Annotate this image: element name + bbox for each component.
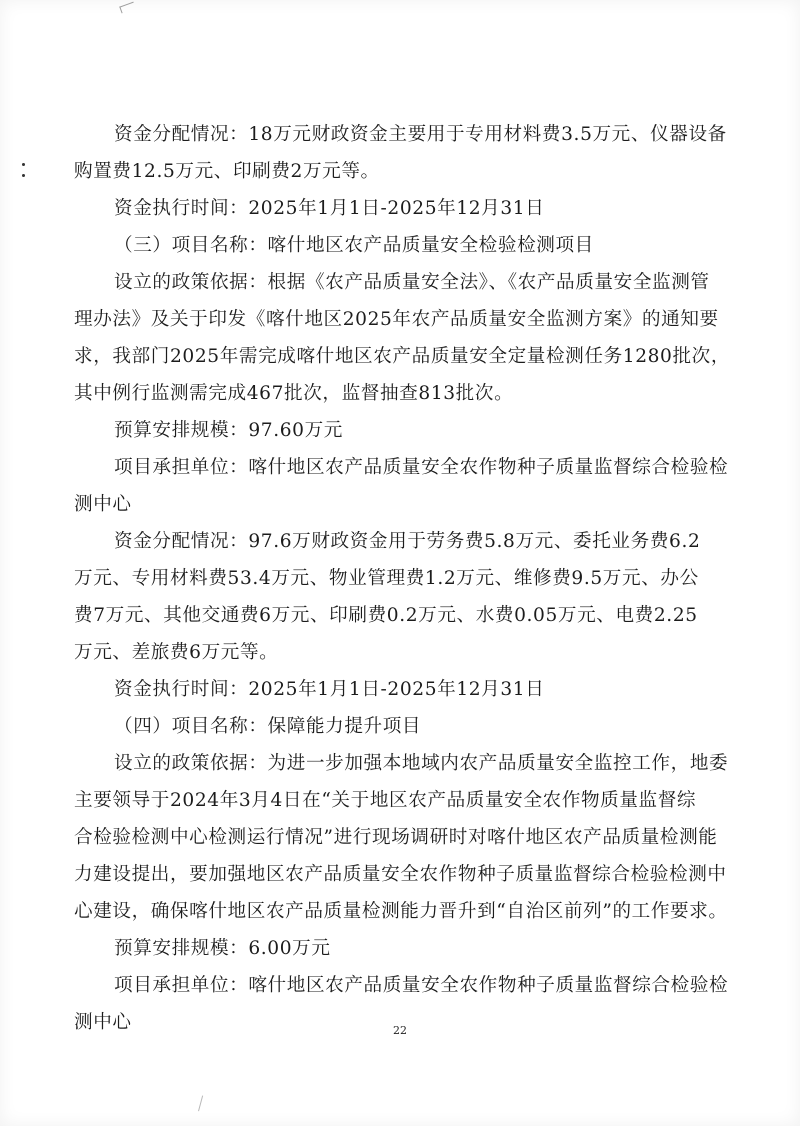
paragraph-line: 资金分配情况：18万元财政资金主要用于专用材料费3.5万元、仪器设备 [114, 124, 727, 145]
paragraph-line: 资金执行时间：2025年1月1日-2025年12月31日 [114, 679, 545, 700]
paragraph-line: 其中例行监测需完成467批次，监督抽查813批次。 [74, 383, 514, 404]
paragraph-line: 设立的政策依据：根据《农产品质量安全法》、《农产品质量安全监测管 [114, 272, 710, 293]
paragraph-line: 心建设，确保喀什地区农产品质量检测能力晋升到“自治区前列”的工作要求。 [74, 901, 728, 922]
paragraph-line: 项目承担单位：喀什地区农产品质量安全农作物种子质量监督综合检验检 [114, 457, 729, 478]
paragraph-line: 设立的政策依据：为进一步加强本地域内农产品质量安全监控工作，地委 [114, 753, 729, 774]
page-number: 22 [393, 1024, 407, 1037]
binding-dot [22, 163, 25, 166]
paragraph-line: 费7万元、其他交通费6万元、印刷费0.2万元、水费0.05万元、电费2.25 [74, 605, 698, 626]
paragraph-line: 万元、差旅费6万元等。 [74, 642, 279, 663]
binding-dot [22, 174, 25, 177]
body-text [74, 116, 731, 1041]
paragraph-line: 合检验检测中心检测运行情况”进行现场调研时对喀什地区农产品质量检测能 [74, 827, 718, 848]
paragraph-line: 主要领导于2024年3月4日在“关于地区农产品质量安全农作物质量监督综 [74, 790, 697, 811]
paragraph-line: 力建设提出，要加强地区农产品质量安全农作物种子质量监督综合检验检测中 [74, 864, 727, 885]
section-heading: （三）项目名称：喀什地区农产品质量安全检验检测项目 [114, 235, 594, 256]
paragraph-line: 测中心 [74, 1012, 132, 1033]
paragraph-line: 测中心 [74, 494, 132, 515]
paragraph-line: 资金执行时间：2025年1月1日-2025年12月31日 [114, 198, 545, 219]
paragraph-line: 预算安排规模：6.00万元 [114, 938, 331, 959]
paragraph-line: 购置费12.5万元、印刷费2万元等。 [74, 161, 380, 182]
paragraph-line: 预算安排规模：97.60万元 [114, 420, 343, 441]
paragraph-line: 万元、专用材料费53.4万元、物业管理费1.2万元、维修费9.5万元、办公 [74, 568, 699, 589]
scan-mark [198, 1095, 208, 1112]
paragraph-line: 项目承担单位：喀什地区农产品质量安全农作物种子质量监督综合检验检 [114, 975, 729, 996]
paragraph-line: 理办法》及关于印发《喀什地区2025年农产品质量安全监测方案》的通知要 [74, 309, 719, 330]
paragraph-line: 求，我部门2025年需完成喀什地区农产品质量安全定量检测任务1280批次， [74, 346, 731, 367]
scan-mark [119, 2, 135, 14]
section-heading: （四）项目名称：保障能力提升项目 [114, 716, 422, 737]
paragraph-line: 资金分配情况：97.6万财政资金用于劳务费5.8万元、委托业务费6.2 [114, 531, 701, 552]
